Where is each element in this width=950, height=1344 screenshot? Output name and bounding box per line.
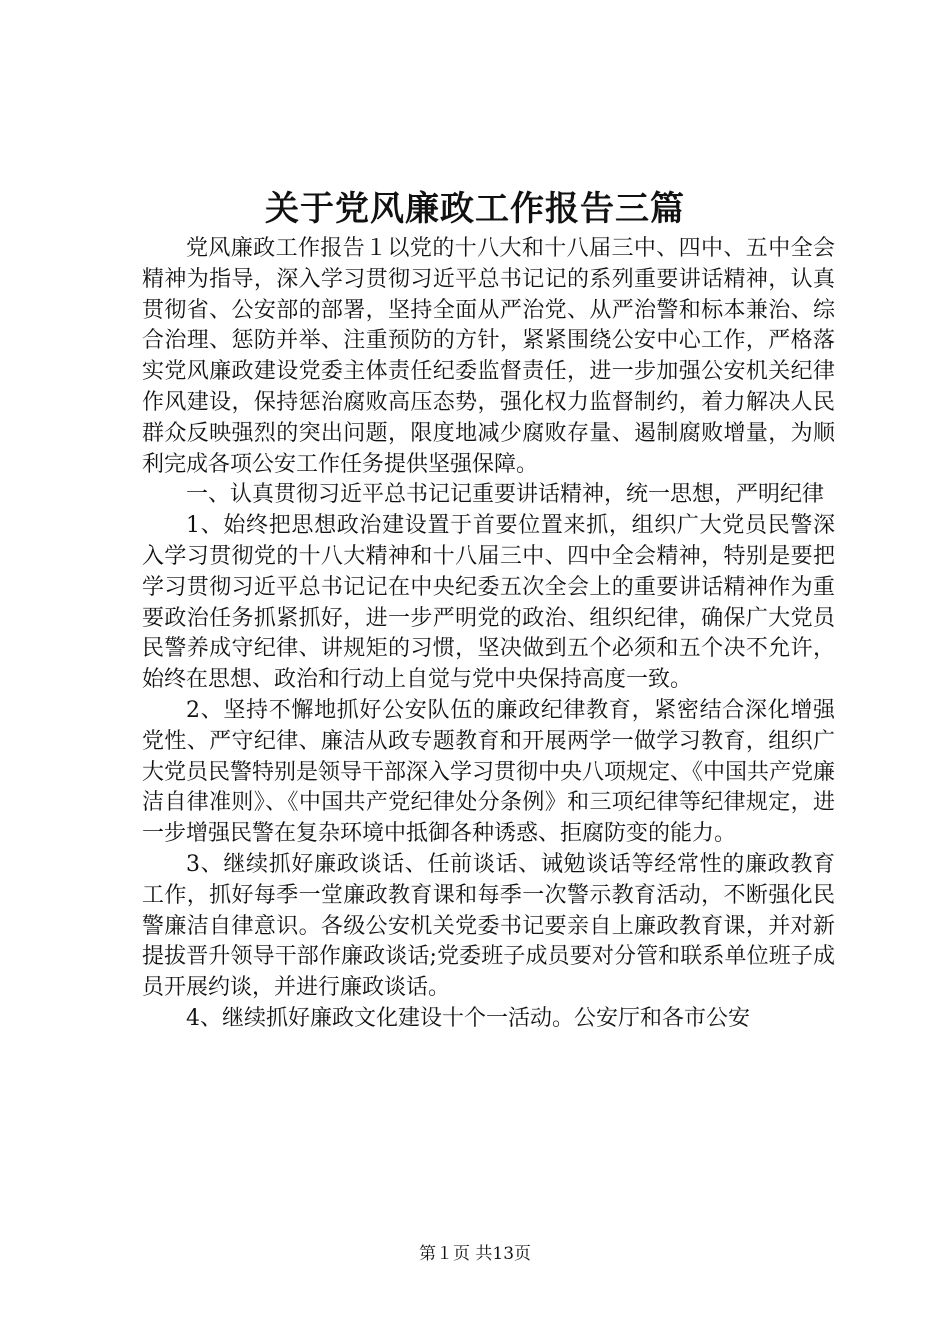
paragraph-item-4: 4、继续抓好廉政文化建设十个一活动。公安厅和各市公安: [186, 1005, 750, 1031]
paragraph-intro: 党风廉政工作报告１以党的十八大和十八届三中、四中、五中全会精神为指导，深入学习贯彻习近平总书记记的系列重要讲话精神，认真贯彻省、公安部的部署，坚持全面从严治党、从严治警和标本兼治、综合治理、惩防并举、注重预防的方针，紧紧围绕公安中心工作，严格落实党风廉政建设党委主体责任纪委监督责任，进一步加强公安机关纪律作风建设，保持惩治腐败高压态势，强化权力监督制约，着力解决人民群众反映强烈的突出问题，限度地减少腐败存量、遏制腐败增量，为顺利完成各项公安工作任务提供坚强保障。: [142, 236, 835, 477]
section-heading-1: 一、认真贯彻习近平总书记记重要讲话精神，统一思想，严明纪律: [186, 482, 825, 508]
paragraph-item-3: 3、继续抓好廉政谈话、任前谈话、诫勉谈话等经常性的廉政教育工作，抓好每季一堂廉政教育课和每季一次警示教育活动，不断强化民警廉洁自律意识。各级公安机关党委书记要亲自上廉政教育课，并对新提拔晋升领导干部作廉政谈话;党委班子成员要对分管和联系单位班子成员开展约谈，并进行廉政谈话。: [142, 851, 835, 1001]
paragraph-item-2: 2、坚持不懈地抓好公安队伍的廉政纪律教育，紧密结合深化增强党性、严守纪律、廉洁从政专题教育和开展两学一做学习教育，组织广大党员民警特别是领导干部深入学习贯彻中央八项规定、《中国共产党廉洁自律准则》、《中国共产党纪律处分条例》和三项纪律等纪律规定，进一步增强民警在复杂环境中抵御各种诱惑、拒腐防变的能力。: [142, 697, 836, 847]
paragraph-item-1: 1、始终把思想政治建设置于首要位置来抓，组织广大党员民警深入学习贯彻党的十八大精神和十八届三中、四中全会精神，特别是要把学习贯彻习近平总书记记在中央纪委五次全会上的重要讲话精神作为重要政治任务抓紧抓好，进一步严明党的政治、组织纪律，确保广大党员民警养成守纪律、讲规矩的习惯，坚决做到五个必须和五个决不允许，始终在思想、政治和行动上自觉与党中央保持高度一致。: [142, 513, 835, 693]
document-body: [142, 234, 835, 1035]
page-footer: 第１页 共13页: [418, 1244, 532, 1264]
document-title: 关于党风廉政工作报告三篇: [265, 189, 685, 229]
